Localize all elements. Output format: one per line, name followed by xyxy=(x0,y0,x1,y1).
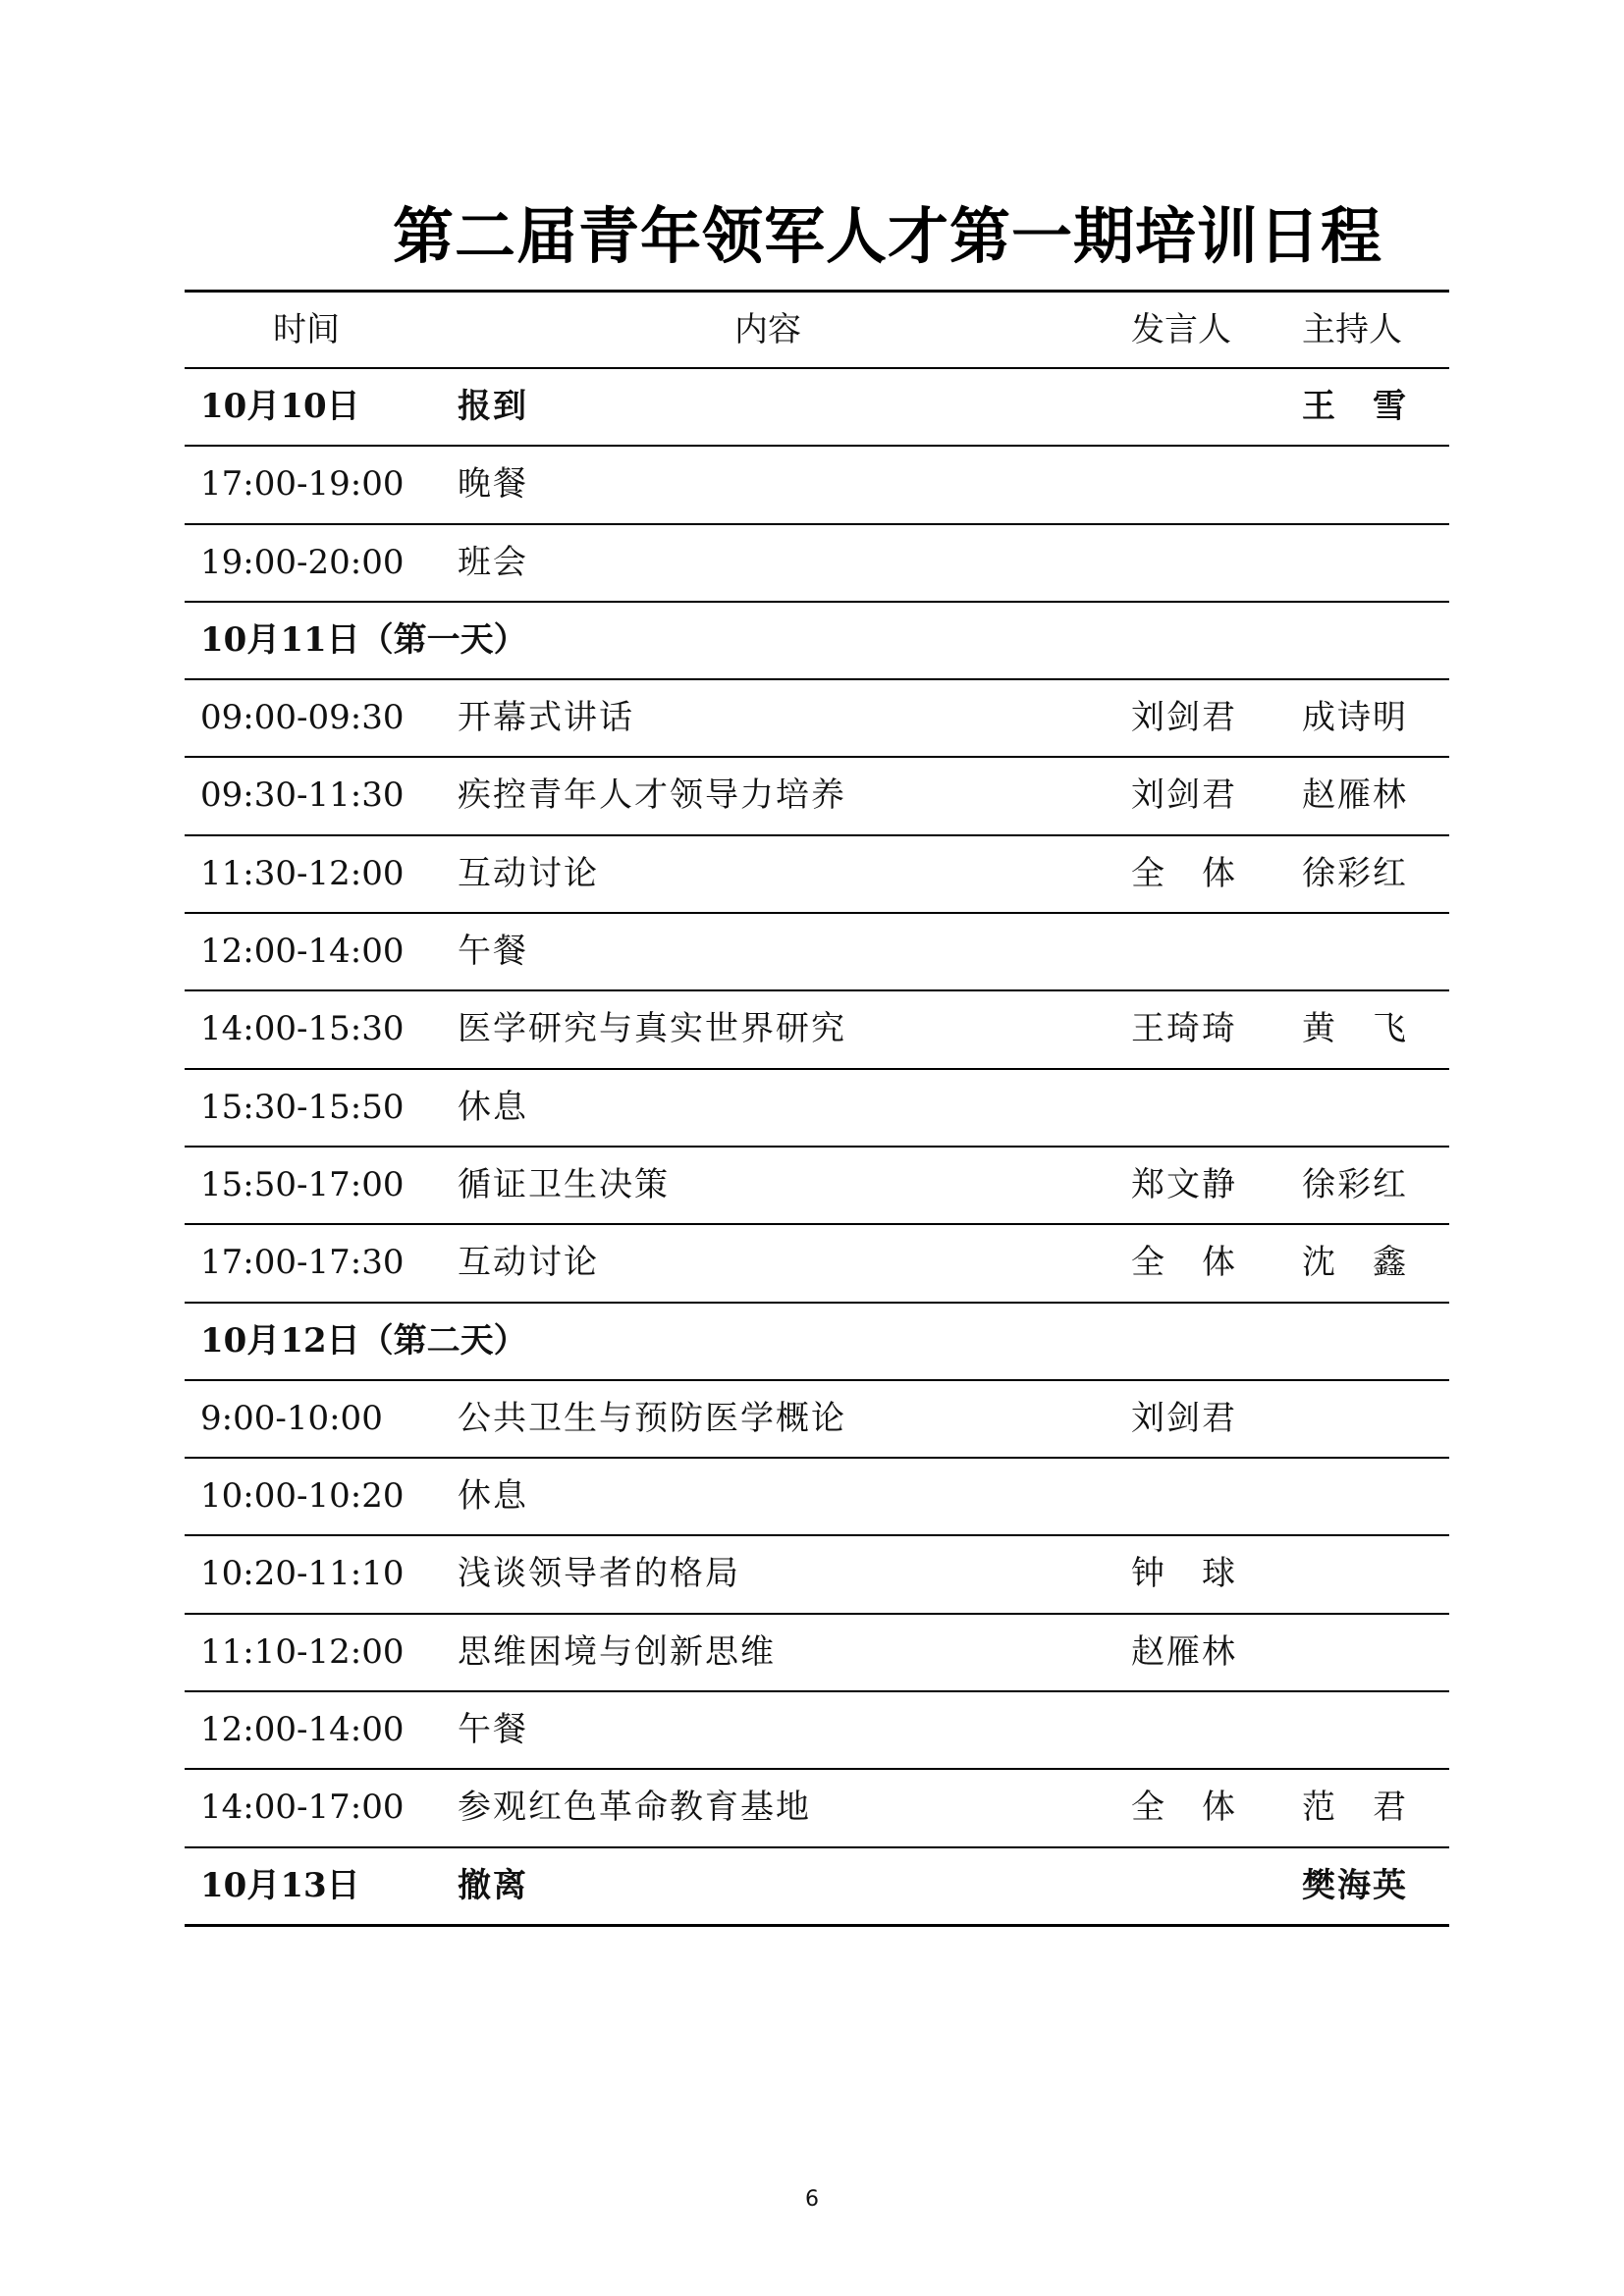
page-title: 第二届青年领军人才第一期培训日程 xyxy=(393,200,1383,272)
cell-time: 17:00-17:30 xyxy=(200,1243,405,1283)
cell-speaker: 刘剑君 xyxy=(1131,1398,1237,1438)
table-row xyxy=(185,1615,1449,1692)
cell-time: 11:30-12:00 xyxy=(200,853,405,893)
cell-host: 徐彩红 xyxy=(1302,853,1408,893)
cell-speaker: 全 体 xyxy=(1131,853,1237,893)
table-row xyxy=(185,1770,1449,1847)
column-header-speaker: 发言人 xyxy=(1131,310,1231,349)
cell-time: 17:00-19:00 xyxy=(200,464,405,505)
cell-content: 疾控青年人才领导力培养 xyxy=(458,775,846,816)
cell-content: 循证卫生决策 xyxy=(458,1164,670,1204)
cell-time: 10月11日（第一天） xyxy=(200,619,527,660)
cell-speaker: 郑文静 xyxy=(1131,1164,1237,1204)
cell-content: 医学研究与真实世界研究 xyxy=(458,1009,846,1049)
cell-content: 互动讨论 xyxy=(458,853,599,893)
cell-content: 晚餐 xyxy=(458,464,528,505)
cell-content: 互动讨论 xyxy=(458,1243,599,1283)
table-row xyxy=(185,1692,1449,1770)
cell-content: 浅谈领导者的格局 xyxy=(458,1554,740,1594)
cell-content: 休息 xyxy=(458,1476,528,1517)
cell-content: 参观红色革命教育基地 xyxy=(458,1788,811,1828)
cell-time: 10:00-10:20 xyxy=(200,1476,405,1517)
cell-time: 14:00-17:00 xyxy=(200,1788,405,1828)
cell-content: 思维困境与创新思维 xyxy=(458,1631,776,1672)
cell-content: 公共卫生与预防医学概论 xyxy=(458,1398,846,1438)
cell-content: 休息 xyxy=(458,1087,528,1127)
cell-content: 午餐 xyxy=(458,932,528,972)
cell-speaker: 钟 球 xyxy=(1131,1554,1237,1594)
cell-host: 成诗明 xyxy=(1302,698,1408,738)
table-row xyxy=(185,1225,1449,1303)
table-row xyxy=(185,1148,1449,1225)
cell-time: 19:00-20:00 xyxy=(200,542,405,582)
cell-speaker: 刘剑君 xyxy=(1131,775,1237,816)
cell-time: 09:30-11:30 xyxy=(200,775,405,816)
cell-host: 赵雁林 xyxy=(1302,775,1408,816)
page-number: 6 xyxy=(805,2187,819,2212)
cell-host: 王 雪 xyxy=(1302,387,1408,426)
cell-speaker: 全 体 xyxy=(1131,1243,1237,1283)
table-body xyxy=(185,369,1449,1924)
table-row xyxy=(185,1381,1449,1459)
cell-speaker: 刘剑君 xyxy=(1131,698,1237,738)
table-row xyxy=(185,758,1449,835)
cell-time: 14:00-15:30 xyxy=(200,1009,405,1049)
cell-speaker: 王琦琦 xyxy=(1131,1009,1237,1049)
day-header-row xyxy=(185,603,1449,680)
cell-host: 樊海英 xyxy=(1302,1865,1408,1905)
cell-host: 沈 鑫 xyxy=(1302,1243,1408,1283)
cell-host: 范 君 xyxy=(1302,1788,1408,1828)
table-row xyxy=(185,680,1449,758)
table-row xyxy=(185,1536,1449,1614)
cell-content: 午餐 xyxy=(458,1710,528,1750)
table-row xyxy=(185,447,1449,524)
table-row xyxy=(185,369,1449,447)
cell-host: 徐彩红 xyxy=(1302,1164,1408,1204)
day-header-row xyxy=(185,1304,1449,1381)
table-row xyxy=(185,1848,1449,1924)
cell-host: 黄 飞 xyxy=(1302,1009,1408,1049)
cell-content: 班会 xyxy=(458,542,528,582)
cell-time: 10:20-11:10 xyxy=(200,1554,405,1594)
table-row xyxy=(185,1459,1449,1536)
table-row xyxy=(185,836,1449,914)
cell-time: 12:00-14:00 xyxy=(200,1710,405,1750)
cell-time: 10月13日 xyxy=(200,1865,360,1905)
cell-content: 撤离 xyxy=(458,1865,528,1905)
cell-speaker: 全 体 xyxy=(1131,1788,1237,1828)
cell-time: 15:50-17:00 xyxy=(200,1164,405,1204)
cell-time: 12:00-14:00 xyxy=(200,932,405,972)
cell-time: 15:30-15:50 xyxy=(200,1087,405,1127)
table-row xyxy=(185,914,1449,991)
cell-time: 09:00-09:30 xyxy=(200,698,405,738)
table-row xyxy=(185,1070,1449,1148)
cell-content: 开幕式讲话 xyxy=(458,698,634,738)
cell-time: 11:10-12:00 xyxy=(200,1631,405,1672)
column-header-time: 时间 xyxy=(273,310,340,349)
cell-content: 报到 xyxy=(458,387,528,426)
column-header-content: 内容 xyxy=(734,310,801,349)
schedule-table xyxy=(185,290,1449,1927)
table-row xyxy=(185,525,1449,603)
cell-time: 10月12日（第二天） xyxy=(200,1320,527,1361)
cell-time: 10月10日 xyxy=(200,387,360,426)
table-row xyxy=(185,991,1449,1069)
cell-speaker: 赵雁林 xyxy=(1131,1631,1237,1672)
table-header xyxy=(185,293,1449,369)
cell-time: 9:00-10:00 xyxy=(200,1398,383,1438)
column-header-host: 主持人 xyxy=(1302,310,1402,349)
